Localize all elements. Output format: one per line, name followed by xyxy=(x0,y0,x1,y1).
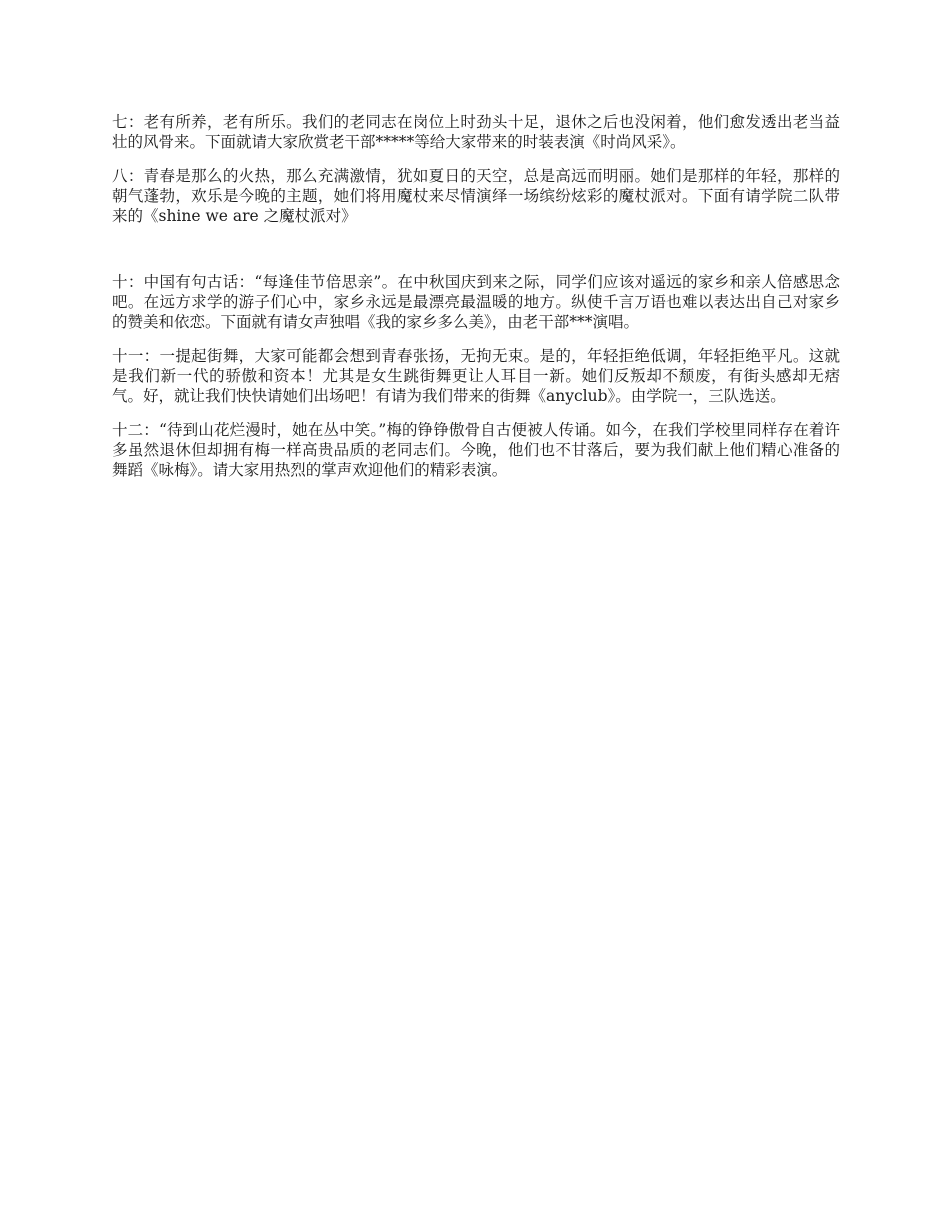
paragraph-eight: 八：青春是那么的火热，那么充满激情，犹如夏日的天空，总是高远而明丽。她们是那样的年轻，那样的朝气蓬勃，欢乐是今晚的主题，她们将用魔杖来尽情演绎一场缤纷炫彩的魔杖派对。下面有请学院二队带来的《shine we are 之魔杖派对》 xyxy=(112,167,840,225)
paragraph-ten: 十：中国有句古话：“每逢佳节倍思亲”。在中秋国庆到来之际，同学们应该对遥远的家乡和亲人倍感思念吧。在远方求学的游子们心中，家乡永远是最漂亮最温暖的地方。纵使千言万语也难以表达出自己对家乡的赞美和依恋。下面就有请女声独唱《我的家乡多么美》，由老干部***演唱。 xyxy=(112,273,840,331)
document-page xyxy=(112,112,840,480)
paragraph-twelve: 十二：“待到山花烂漫时，她在丛中笑。”梅的铮铮傲骨自古便被人传诵。如今，在我们学校里同样存在着许多虽然退休但却拥有梅一样高贵品质的老同志们。今晚，他们也不甘落后，要为我们献上他们精心准备的舞蹈《咏梅》。请大家用热烈的掌声欢迎他们的精彩表演。 xyxy=(112,421,840,479)
paragraph-eleven: 十一：一提起街舞，大家可能都会想到青春张扬，无拘无束。是的，年轻拒绝低调，年轻拒绝平凡。这就是我们新一代的骄傲和资本！尤其是女生跳街舞更让人耳目一新。她们反叛却不颓废，有街头感却无痞气。好，就让我们快快请她们出场吧！有请为我们带来的街舞《anyclub》。由学院一，三队选送。 xyxy=(112,347,840,405)
paragraph-seven: 七：老有所养，老有所乐。我们的老同志在岗位上时劲头十足，退休之后也没闲着，他们愈发透出老当益壮的风骨来。下面就请大家欣赏老干部*****等给大家带来的时装表演《时尚风采》。 xyxy=(112,113,840,151)
